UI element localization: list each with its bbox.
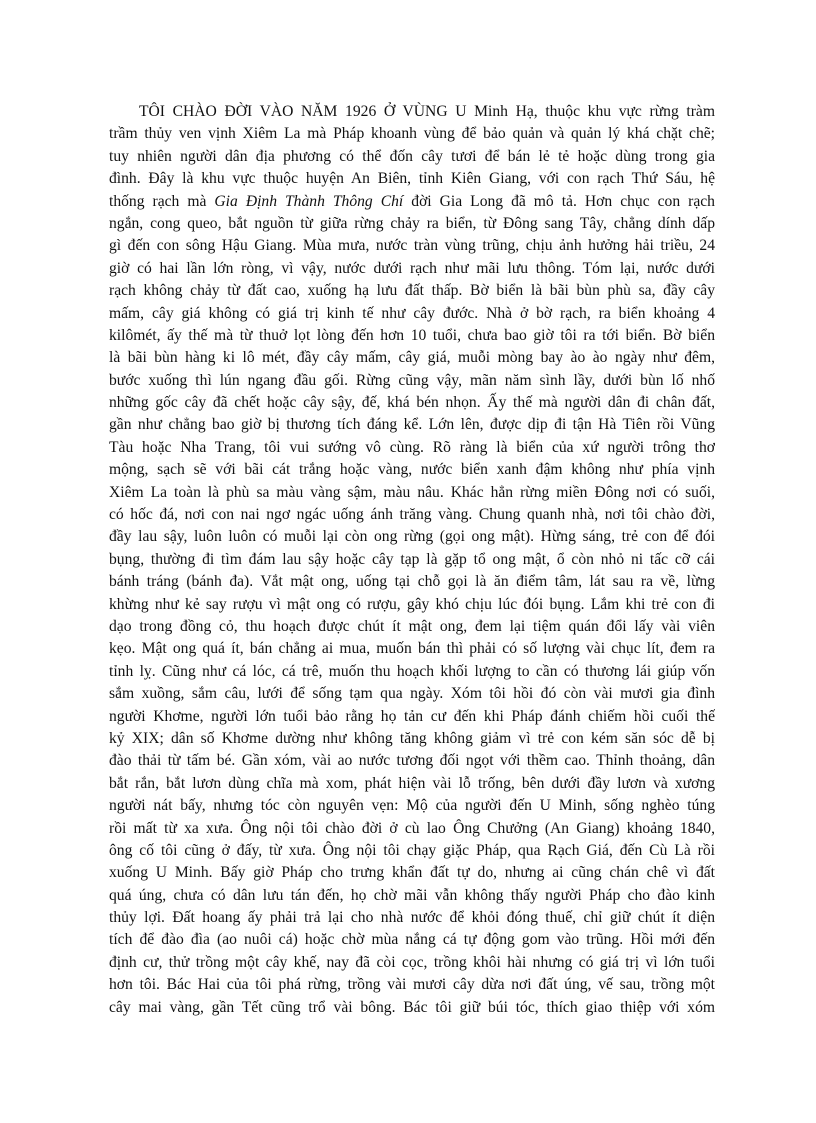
body-paragraph	[109, 101, 715, 1019]
text-segment: Tàu hoặc Nha Trang, tôi vui sướng vô cùng. Rõ ràng là biển của xứ người trông thơ	[109, 438, 715, 456]
text-line	[109, 303, 715, 325]
text-segment: kỷ XIX; dân số Khơme dường như không tăng không giảm vì trẻ con kém săn sóc dễ bị	[109, 729, 715, 747]
text-line	[109, 280, 715, 302]
text-line	[109, 862, 715, 884]
text-line	[109, 638, 715, 660]
text-line	[109, 504, 715, 526]
text-segment: bước xuống thì lún ngang đầu gối. Rừng cũng vậy, mãn năm sình lầy, dưới bùn lố nhố	[109, 371, 715, 389]
text-line	[109, 526, 715, 548]
text-line	[109, 235, 715, 257]
text-segment: người Khơme, người lớn tuổi bảo rằng họ tản cư đến khi Pháp đánh chiếm hồi cuối thế	[109, 707, 715, 725]
text-line	[109, 571, 715, 593]
text-segment: kẹo. Mật ong quá ít, bán chẳng ai mua, muốn bán thì phải có số lượng vài chục lít, đem ra	[109, 640, 715, 658]
text-line	[109, 661, 715, 683]
text-line	[109, 840, 715, 862]
text-segment: ông cố tôi cũng ở đấy, từ xưa. Ông nội tôi chạy giặc Pháp, qua Rạch Giá, đến Cù Là rồi	[109, 841, 715, 859]
text-segment: xuống U Minh. Bấy giờ Pháp cho trưng khẩn đất tự do, nhưng ai cũng chán chê vì đất	[109, 864, 715, 882]
text-line	[109, 213, 715, 235]
text-line	[109, 325, 715, 347]
text-line	[109, 482, 715, 504]
text-segment: Xiêm La toàn là phù sa màu vàng sậm, màu nâu. Khác hẳn rừng miền Đông nơi có suối,	[109, 483, 715, 501]
text-line	[109, 392, 715, 414]
text-line	[109, 952, 715, 974]
text-segment: hơn tôi. Bác Hai của tôi phá rừng, trồng vài mươi cây dừa nơi đất úng, vế sau, trồng một	[109, 976, 715, 994]
text-segment: rồi mất từ xa xưa. Ông nội tôi chào đời ở cù lao Ông Chưởng (An Giang) khoảng 1840,	[109, 819, 715, 837]
text-segment: dạo trong đồng cỏ, thu hoạch được chút ít mật ong, đem lại tiệm quán đổi lấy vài viên	[109, 617, 715, 635]
text-segment: kilômét, ấy thế mà từ thuở lọt lòng đến hơn 10 tuổi, chưa bao giờ tôi ra tới biển. Bờ biển	[109, 326, 715, 344]
text-line	[109, 885, 715, 907]
text-line	[109, 773, 715, 795]
text-line	[109, 750, 715, 772]
text-line	[109, 146, 715, 168]
text-segment: trầm thủy ven vịnh Xiêm La mà Pháp khoanh vùng để bảo quản và quản lý khá chặt chẽ;	[109, 125, 715, 143]
text-segment: quá úng, chưa có dân lưu tán đến, họ chờ mãi vẫn không thấy người Pháp cho đào kinh	[109, 886, 715, 904]
text-line	[109, 347, 715, 369]
text-segment: những gốc cây đã chết hoặc cây sậy, đế, khá bén nhọn. Ấy thế mà người dân đi chân đất,	[109, 394, 715, 412]
text-segment: đời Gia Long đã mô tả. Hơn chục con rạch	[403, 192, 715, 210]
text-segment: bánh tráng (bánh đa). Vắt mật ong, uống tại chỗ gọi là ăn điểm tâm, lát sau ra về, lừng	[109, 573, 715, 591]
text-line	[109, 728, 715, 750]
text-line	[109, 191, 715, 213]
text-line	[109, 258, 715, 280]
text-segment: TÔI CHÀO ĐỜI VÀO NĂM 1926 Ở VÙNG U Minh Hạ, thuộc khu vực rừng tràm	[139, 103, 715, 120]
text-line	[109, 437, 715, 459]
text-line	[109, 414, 715, 436]
text-segment: đầy lau sậy, luôn luôn có muỗi lại còn ong rừng (gọi ong mật). Hừng sáng, trẻ con để đói	[109, 528, 715, 546]
text-segment: giờ có hai lần lớn ròng, vì vậy, nước dưới rạch như mãi lưu thông. Tóm lại, nước dưới	[109, 259, 715, 277]
text-line	[109, 123, 715, 145]
text-line	[109, 101, 715, 123]
text-segment: khừng như kẻ say rượu vì mật ong có rượu, gây khó chịu lúc đói bụng. Lắm khi trẻ con đi	[109, 595, 715, 613]
text-line	[109, 370, 715, 392]
text-line	[109, 459, 715, 481]
book-title-italic: Gia Định Thành Thông Chí	[214, 192, 404, 210]
text-segment: đình. Đây là khu vực thuộc huyện An Biên, tỉnh Kiên Giang, với con rạch Thứ Sáu, hệ	[109, 170, 715, 188]
text-line	[109, 974, 715, 996]
text-line	[109, 706, 715, 728]
text-line	[109, 907, 715, 929]
text-line	[109, 168, 715, 190]
text-segment: thủy lợi. Đất hoang ấy phải trả lại cho nhà nước để khỏi đóng thuế, chỉ giữ chút ít diện	[109, 909, 715, 927]
text-segment: tuy nhiên người dân địa phương có thể đốn cây tươi để bán lẻ tẻ hoặc dùng trong gia	[109, 147, 715, 165]
text-line	[109, 594, 715, 616]
text-segment: rạch không chảy từ đất cao, xuống hạ lưu đất thấp. Bờ biển là bãi bùn phù sa, đầy cây	[109, 282, 715, 300]
text-line	[109, 997, 715, 1019]
text-segment: tích để đào đìa (ao nuôi cá) hoặc chờ mùa nắng cá tự động gom vào trũng. Hồi mới đến	[109, 931, 715, 949]
text-segment: có hốc đá, nơi con nai ngơ ngác uống ánh trăng vàng. Chung quanh nhà, nơi tôi chào đời,	[109, 506, 715, 524]
text-segment: đào thải từ tấm bé. Gần xóm, vài ao nước tương đối ngọt với thềm cao. Thỉnh thoảng, dân	[109, 752, 715, 770]
text-line	[109, 818, 715, 840]
text-segment: định cư, thử trồng một cây khế, nay đã còi cọc, trồng khôi hài nhưng có giá trị vì lớn tuổi	[109, 953, 715, 971]
text-segment: ngắn, cong queo, bắt nguồn từ giữa rừng chảy ra biển, từ Đông sang Tây, chẳng dính dấp	[109, 214, 715, 232]
text-segment: gần như chẳng bao giờ bị thương tích đáng kể. Lớn lên, được dịp đi tận Hà Tiên rồi Vũng	[109, 416, 715, 434]
text-segment: sắm xuồng, sắm câu, lưới để sống tạm qua ngày. Xóm tôi hồi đó còn vài mươi gia đình	[109, 685, 715, 703]
text-segment: thống rạch mà	[109, 192, 215, 210]
text-line	[109, 683, 715, 705]
text-segment: người nát bấy, nhưng tóc còn nguyên vẹn: Mộ của người đến U Minh, sống nghèo túng	[109, 797, 715, 815]
text-segment: là bãi bùn hàng ki lô mét, đầy cây mấm, cây giá, muỗi mòng bay ào ào ngày như đêm,	[109, 349, 715, 367]
text-segment: mộng, sạch sẽ với bãi cát trắng hoặc vàng, nước biển xanh đậm không như phía vịnh	[109, 461, 715, 479]
text-line	[109, 616, 715, 638]
text-segment: bụng, thường đi tìm đám lau sậy hoặc cây tạp là gặp tổ ong mật, ổ còn nhỏ ni tấc cỡ cái	[109, 550, 715, 568]
text-line	[109, 929, 715, 951]
text-segment: tỉnh lỵ. Cũng như cá lóc, cá trê, muốn thu hoạch khối lượng to cần có thương lái giúp vốn	[109, 662, 715, 680]
text-segment: mấm, cây giá không có giá trị kinh tế như cây đước. Nhà ở bờ rạch, ra biển khoảng 4	[109, 304, 715, 322]
text-segment: cây mai vàng, gần Tết cũng trổ vài bông. Bác tôi giữ búi tóc, thích giao thiệp với xóm	[109, 998, 715, 1016]
text-line	[109, 549, 715, 571]
text-segment: gì đến con sông Hậu Giang. Mùa mưa, nước tràn vùng trũng, chịu ảnh hưởng hải triều, 24	[109, 237, 715, 255]
text-line	[109, 795, 715, 817]
text-segment: bắt rắn, bắt lươn dùng chĩa mà xom, phát hiện vài lỗ trống, bên dưới đầy lươn và xương	[109, 774, 715, 792]
